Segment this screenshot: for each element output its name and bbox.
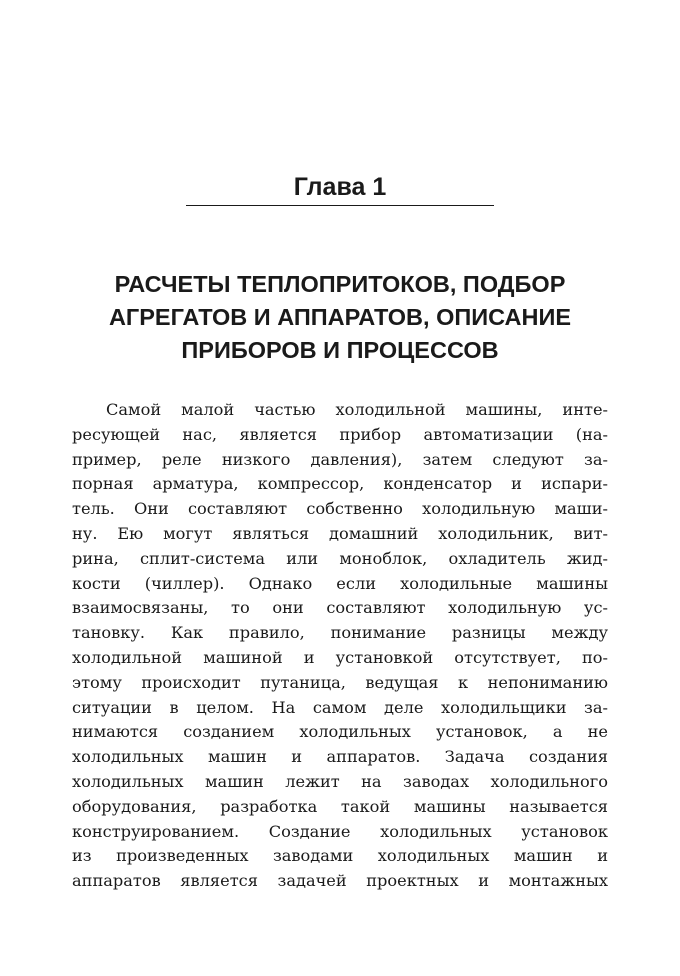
text-line: нимаются созданием холодильных установок, а не (72, 722, 608, 742)
text-line: порная арматура, компрессор, конденсатор и испари- (72, 474, 608, 494)
text-line: холодильной машиной и установкой отсутствует, по- (72, 647, 608, 667)
text-line: ну. Ею могут являться домашний холодильник, вит- (72, 523, 608, 543)
chapter-label: Глава 1 (293, 173, 387, 201)
body-paragraph (72, 398, 608, 894)
text-line: холодильных машин лежит на заводах холодильного (72, 771, 608, 791)
text-line: ситуации в целом. На самом деле холодильщики за- (72, 697, 608, 717)
text-line: рина, сплит-система или моноблок, охладитель жид- (72, 548, 608, 568)
text-line: аппаратов является задачей проектных и монтажных (72, 871, 608, 891)
text-line: оборудования, разработка такой машины называется (72, 796, 608, 816)
text-line: кости (чиллер). Однако если холодильные машины (72, 573, 608, 593)
chapter-title-line: ПРИБОРОВ И ПРОЦЕССОВ (181, 337, 499, 363)
text-line: ресующей нас, является прибор автоматизации (на- (72, 424, 608, 444)
text-line: тель. Они составляют собственно холодильную маши- (72, 499, 608, 519)
chapter-divider (186, 205, 494, 206)
text-line: конструированием. Создание холодильных установок (72, 821, 608, 841)
chapter-title-line: АГРЕГАТОВ И АППАРАТОВ, ОПИСАНИЕ (108, 304, 572, 330)
text-line: этому происходит путаница, ведущая к непониманию (72, 672, 608, 692)
text-line: пример, реле низкого давления), затем следуют за- (72, 449, 608, 469)
text-line: взаимосвязаны, то они составляют холодильную ус- (72, 598, 608, 618)
text-line: из произведенных заводами холодильных машин и (72, 846, 608, 866)
chapter-title (70, 268, 610, 367)
chapter-title-line: РАСЧЕТЫ ТЕПЛОПРИТОКОВ, ПОДБОР (114, 271, 566, 297)
text-line: тановку. Как правило, понимание разницы между (72, 623, 608, 643)
text-line: холодильных машин и аппаратов. Задача создания (72, 747, 608, 767)
text-line: Самой малой частью холодильной машины, инте- (106, 400, 608, 419)
